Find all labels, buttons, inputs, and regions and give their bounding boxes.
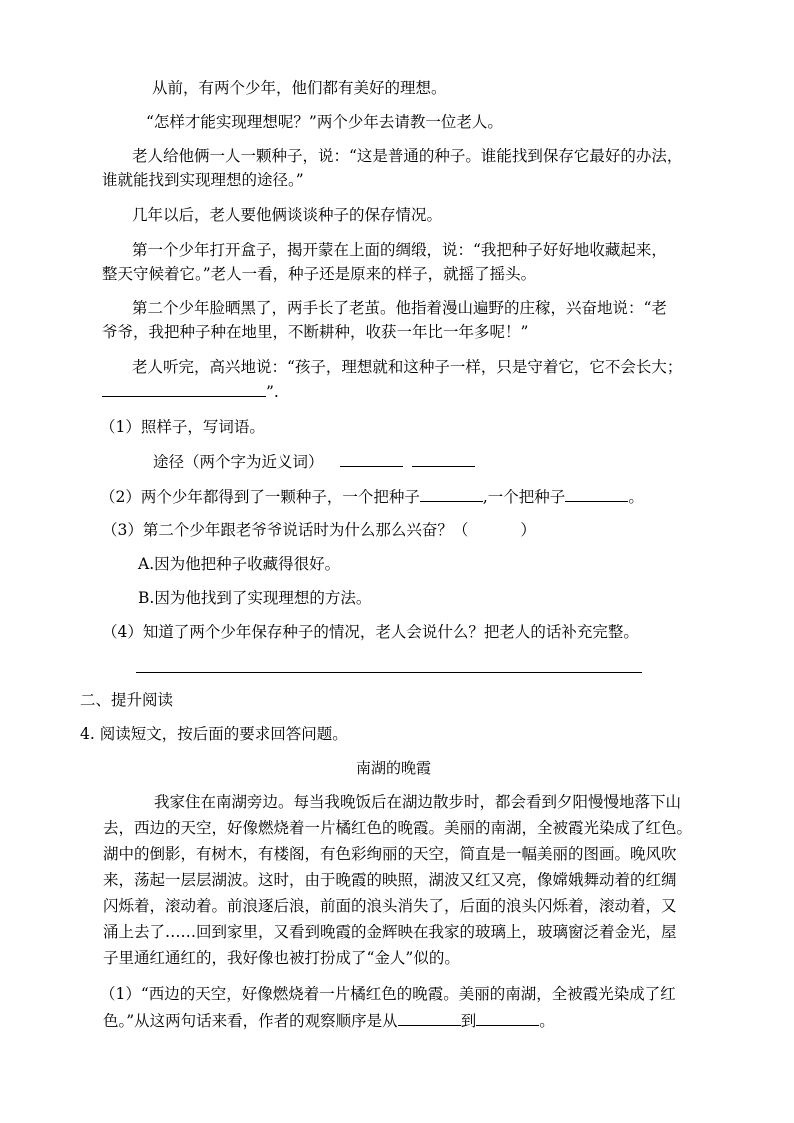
passage-line-2: 去，西边的天空，好像燃烧着一片橘红色的晚霞。美丽的南湖，全被霞光染成了红色。	[103, 819, 693, 837]
story-paragraph-5-line-1: 第一个少年打开盒子，揭开蒙在上面的绸缎，说：“我把种子好好地收藏起来，	[132, 241, 667, 259]
passage-question-text: 色。”从这两句话来看，作者的观察顺序是从	[103, 1012, 398, 1030]
question-2-text-end: 。	[628, 488, 644, 506]
passage-line-3: 湖中的倒影，有树木，有楼阁，有色彩绚丽的天空，简直是一幅美丽的图画。晚风吹	[103, 845, 677, 863]
passage-line-1: 我家住在南湖旁边。每当我晚饭后在湖边散步时，都会看到夕阳慢慢地落下山	[154, 793, 682, 811]
answer-blank[interactable]	[340, 451, 403, 467]
question-1: （1）照样子，写词语。	[100, 418, 265, 436]
passage-title: 南湖的晚霞	[356, 759, 432, 777]
section-heading: 二、提升阅读	[80, 691, 174, 709]
question-3-text: （3）第二个少年跟老爷爷说话时为什么那么兴奋？（	[102, 521, 469, 539]
passage-line-5: 闪烁着，滚动着。前浪逐后浪，前面的浪头消失了，后面的浪头闪烁着，滚动着，又	[103, 897, 677, 915]
answer-blank[interactable]	[102, 381, 266, 397]
passage-line-7: 子里通红通红的，我好像也被打扮成了“金人”似的。	[103, 949, 460, 967]
question-2-text-mid: ,一个把种子	[482, 488, 566, 506]
answer-blank[interactable]	[565, 486, 628, 502]
question-1-example	[153, 451, 475, 472]
story-paragraph-3-line-1: 老人给他俩一人一颗种子，说：“这是普通的种子。谁能找到保存它最好的办法，	[132, 147, 683, 165]
story-paragraph-6-line-2: 爷爷，我把种子种在地里，不断耕种，收获一年比一年多呢！”	[102, 323, 529, 341]
story-paragraph-1: 从前，有两个少年，他们都有美好的理想。	[152, 79, 447, 97]
story-paragraph-6-line-1: 第二个少年脸晒黑了，两手长了老茧。他指着漫山遍野的庄稼，兴奋地说：“老	[132, 299, 667, 317]
story-paragraph-7-line-1: 老人听完，高兴地说：“孩子，理想就和这种子一样，只是守着它，它不会长大；	[132, 358, 683, 376]
story-paragraph-4: 几年以后，老人要他俩谈谈种子的保存情况。	[132, 206, 443, 224]
answer-blank[interactable]	[476, 1010, 539, 1026]
question-3-close-paren: ）	[520, 521, 536, 539]
passage-question-text-mid: 到	[460, 1012, 477, 1030]
answer-blank[interactable]	[420, 486, 483, 502]
passage-question-1-line-1: （1）“西边的天空，好像燃烧着一片橘红色的晚霞。美丽的南湖，全被霞光染成了红	[100, 985, 676, 1003]
passage-line-6: 涌上去了……回到家里，又看到晚霞的金辉映在我家的玻璃上，玻璃窗泛着金光，屋	[103, 923, 677, 941]
closing-quote: ”.	[266, 383, 279, 401]
example-word: 途径（两个字为近义词）	[153, 453, 324, 471]
question-3-option-a: A.因为他把种子收藏得很好。	[138, 555, 341, 573]
story-paragraph-5-line-2: 整天守候着它。”老人一看，种子还是原来的样子，就摇了摇头。	[102, 265, 537, 283]
story-paragraph-7-line-2	[102, 381, 279, 402]
question-2-text: （2）两个少年都得到了一颗种子，一个把种子	[100, 488, 420, 506]
answer-blank[interactable]	[412, 451, 475, 467]
question-4: （4）知道了两个少年保存种子的情况，老人会说什么？把老人的话补充完整。	[102, 623, 639, 641]
story-paragraph-2: “怎样才能实现理想呢？”两个少年去请教一位老人。	[146, 113, 503, 131]
passage-question-1-line-2	[103, 1010, 555, 1031]
passage-line-4: 来，荡起一层层湖波。这时，由于晚霞的映照，湖波又红又亮，像嫦娥舞动着的红绸	[103, 871, 677, 889]
story-paragraph-3-line-2: 谁就能找到实现理想的途径。”	[102, 171, 304, 189]
question-3-option-b: B.因为他找到了实现理想的方法。	[138, 589, 372, 607]
answer-blank[interactable]	[398, 1010, 461, 1026]
question-4-answer-line[interactable]	[136, 672, 642, 673]
question-3	[102, 520, 536, 540]
question-2	[100, 486, 644, 507]
passage-question-text-end: 。	[539, 1012, 555, 1030]
task-4-instruction: 4. 阅读短文，按后面的要求回答问题。	[80, 725, 348, 743]
